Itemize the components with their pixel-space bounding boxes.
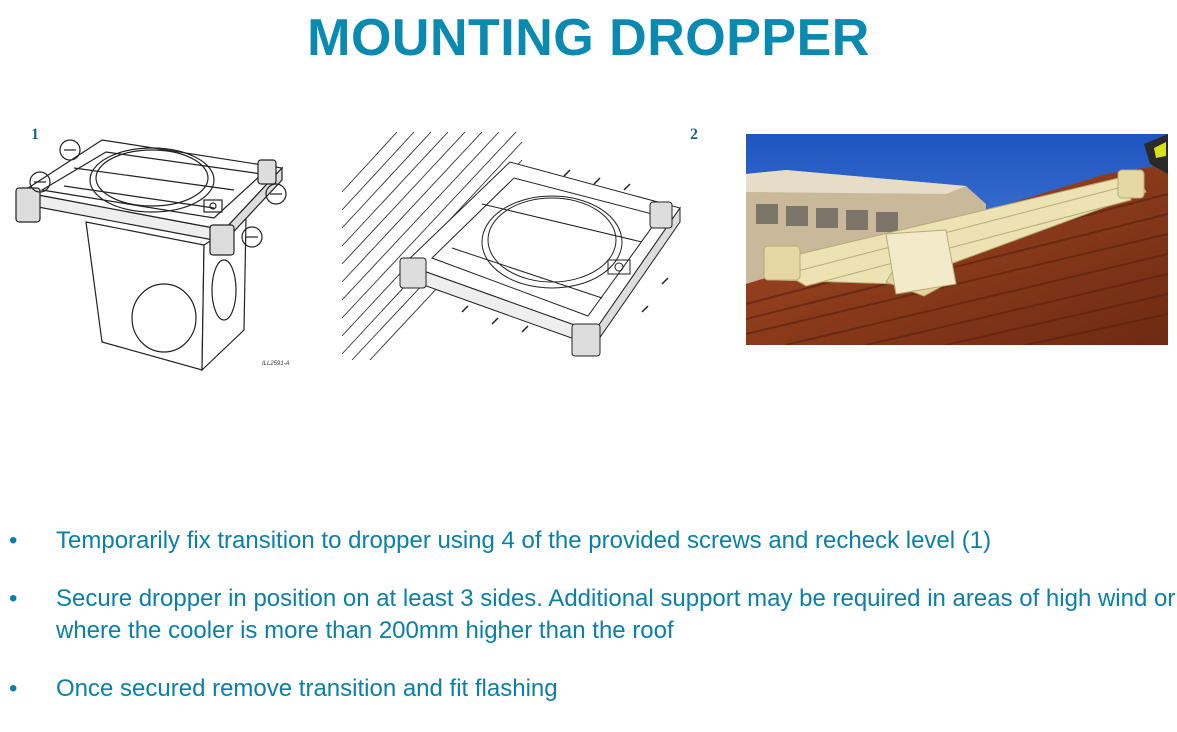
bullet-text: Temporarily fix transition to dropper using 4 of the provided screws and recheck level (1) xyxy=(56,527,992,554)
list-item xyxy=(0,525,1177,557)
page-title: MOUNTING DROPPER xyxy=(307,9,870,67)
illustration-code: ILL2591-A xyxy=(262,361,290,367)
dropper-on-roof-illustration xyxy=(342,132,692,360)
bullet-text: Secure dropper in position on at least 3 sides. Additional support may be required in areas of high wind or where the cooler is more than 200mm higher than the roof xyxy=(56,585,1176,644)
roof-photo xyxy=(746,134,1168,345)
list-item xyxy=(0,673,1177,705)
list-item xyxy=(0,583,1177,647)
bullet-text: Once secured remove transition and fit flashing xyxy=(56,675,558,702)
instruction-list xyxy=(0,525,1177,731)
bullet-marker: • xyxy=(9,527,18,554)
bullet-marker: • xyxy=(9,675,18,702)
figure-2-label: 2 xyxy=(690,126,698,143)
dropper-transition-illustration xyxy=(14,130,304,375)
bullet-marker: • xyxy=(9,585,18,612)
figure-1-label: 1 xyxy=(31,126,39,143)
